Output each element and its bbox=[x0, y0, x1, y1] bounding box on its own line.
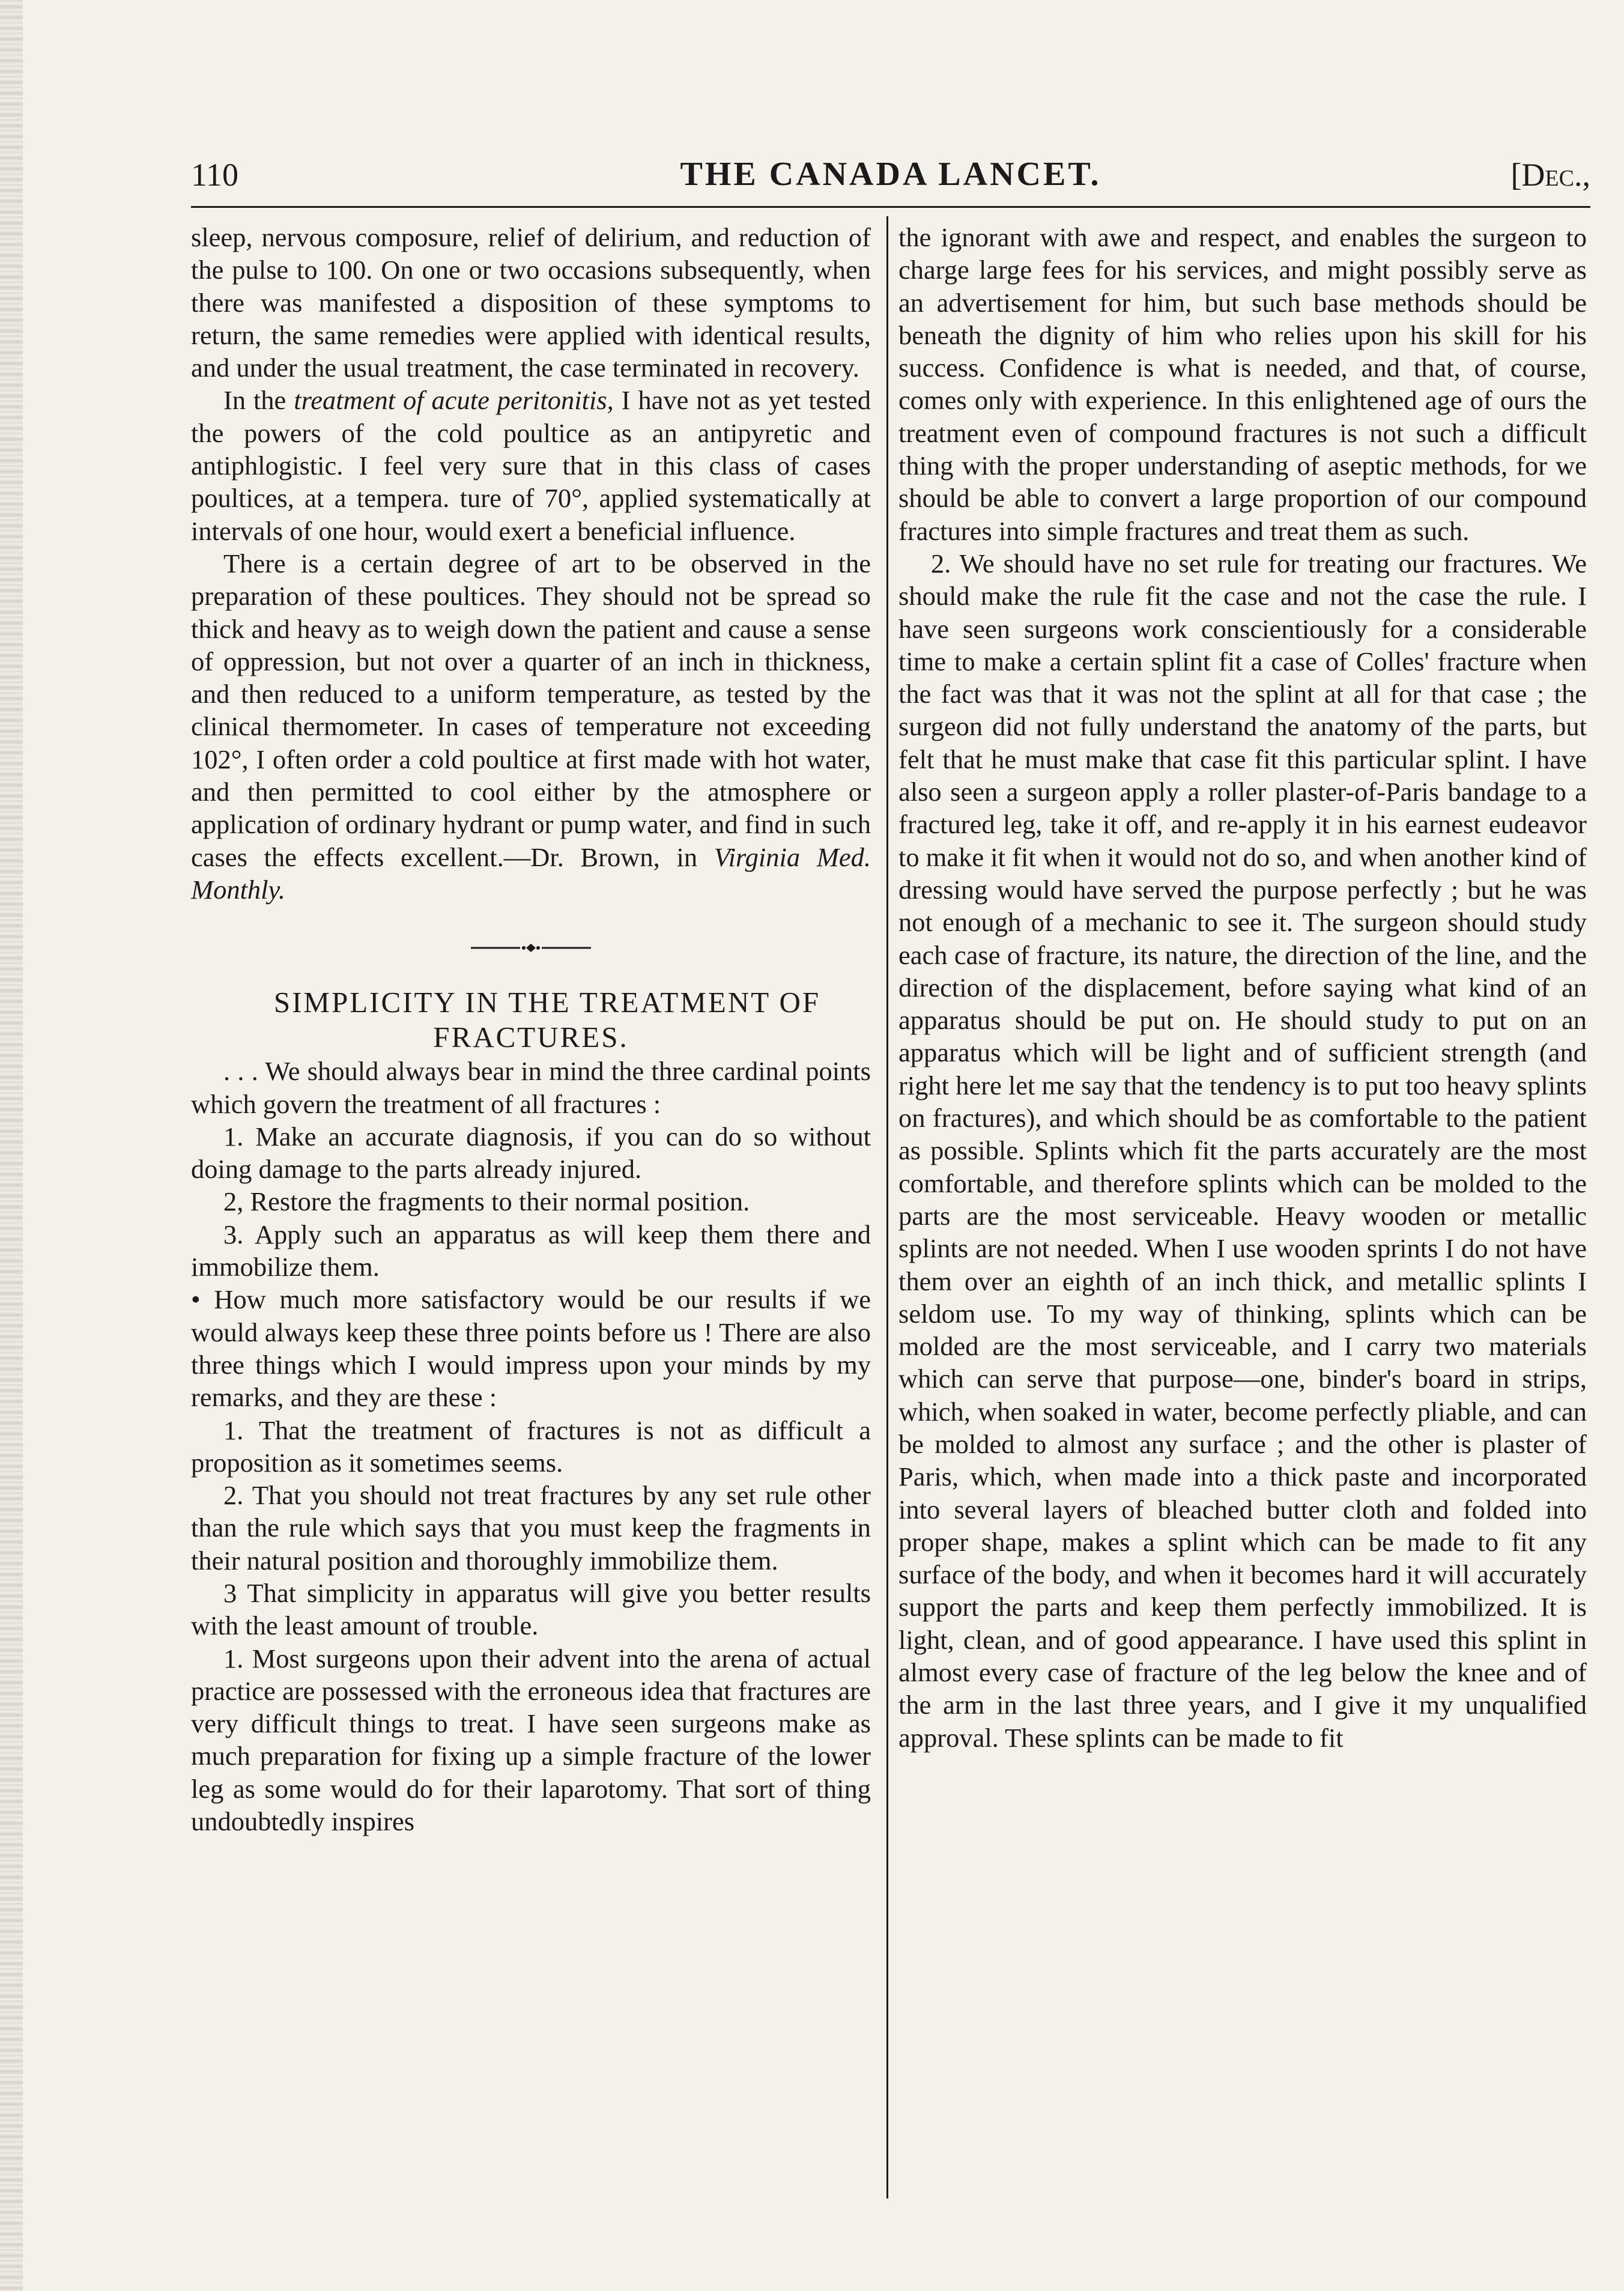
page-number: 110 bbox=[191, 157, 238, 193]
italic-phrase: treatment of acute peritonitis, bbox=[294, 385, 614, 416]
paragraph: In the treatment of acute peritonitis, I have not as yet tested the powers of the cold poultice as an antipyretic and antiphlogistic. I feel very sure that in this class of cases poultices, at a tempera. ture of 70°, applied systematically at intervals of one hour, would exert a beneficial influence. bbox=[191, 385, 871, 546]
page-binding-edge bbox=[0, 0, 23, 2291]
left-column bbox=[191, 221, 871, 1837]
section-ornament bbox=[191, 930, 871, 966]
paragraph: the ignorant with awe and respect, and enables the surgeon to charge large fees for his services, and might possibly serve as an advertisement for him, but such base methods should be beneath the dignity of him who relies upon his skill for his success. Confidence is what is needed, and that, of course, comes only with experience. In this enlightened age of ours the treatment even of compound fractures is not such a difficult thing with the proper understanding of aseptic methods, for we should be able to convert a large proportion of our compound fractures into simple fractures and treat them as such. bbox=[898, 222, 1587, 546]
paragraph: 1. Most surgeons upon their advent into the arena of actual practice are possessed with the erroneous idea that fractures are very difficult things to treat. I have seen surgeons make as much preparation for fixing up a simple fracture of the lower leg as some would do for their laparotomy. That sort of thing undoubtedly inspires bbox=[191, 1643, 871, 1837]
right-column bbox=[898, 221, 1587, 1754]
journal-citation: Virginia Med. Monthly. bbox=[191, 842, 871, 905]
ornament-rule-icon bbox=[471, 942, 591, 954]
list-item: 3. Apply such an apparatus as will keep them there and immobilize them. bbox=[191, 1219, 871, 1282]
list-item: 2, Restore the fragments to their normal position. bbox=[223, 1186, 750, 1217]
list-item: 2. That you should not treat fractures by any set rule other than the rule which says that you must keep the fragments in their natural position and thoroughly immobilize them. bbox=[191, 1480, 871, 1576]
issue-date-label: [Dec., bbox=[1510, 157, 1590, 193]
list-item: 3 That simplicity in apparatus will give you better results with the least amount of trouble. bbox=[191, 1577, 871, 1641]
paragraph: • How much more satisfactory would be our results if we would always keep these three points before us ! There are also three things which I would impress upon your minds by my remarks, and they are these : bbox=[191, 1284, 871, 1413]
running-header bbox=[191, 151, 1590, 205]
paragraph: sleep, nervous composure, relief of delirium, and reduction of the pulse to 100. On one or two occasions subsequently, when there was manifested a disposition of these symptoms to return, the same remedies were applied with identical results, and under the usual treatment, the case terminated in recovery. bbox=[191, 222, 871, 383]
journal-title: THE CANADA LANCET. bbox=[680, 156, 1101, 193]
column-divider bbox=[886, 216, 888, 2198]
list-item: 1. Make an accurate diagnosis, if you can do so without doing damage to the parts already injured. bbox=[191, 1121, 871, 1185]
paragraph: 2. We should have no set rule for treating our fractures. We should make the rule fit the case and not the case the rule. I have seen surgeons work conscientiously for a considerable time to make a certain splint fit a case of Colles' fracture when the fact was that it was not the splint at all for that case ; the surgeon did not fully understand the anatomy of the parts, but felt that he must make that case fit this particular splint. I have also seen a surgeon apply a roller plaster-of-Paris bandage to a fractured leg, take it off, and re-apply it in his earnest eudeavor to make it fit when it would not do so, and when another kind of dressing would have served the purpose perfectly ; but he was not enough of a mechanic to see it. The surgeon should study each case of fracture, its nature, the direction of the line, and the direction of the displacement, before saying what kind of an apparatus should be put on. He should study to put on an apparatus which will be light and of sufficient strength (and right here let me say that the tendency is to put too heavy splints on fractures), and which should be as comfortable to the patient as possible. Splints which fit the parts accurately are the most comfortable, and therefore splints which can be molded to the parts are the most serviceable. Heavy wooden or metallic splints are not needed. When I use wooden sprints I do not have them over an eighth of an inch thick, and metallic splints I seldom use. To my way of thinking, splints which can be molded are the most serviceable, and I carry two materials which can serve that purpose—one, binder's board in strips, which, when soaked in water, become perfectly pliable, and can be molded to almost any surface ; and the other is plaster of Paris, which, when made into a thick paste and incorporated into several layers of bleached butter cloth and folded into proper shape, makes a splint which can be made to fit any surface of the body, and when it becomes hard it will accurately support the parts and keep them perfectly immobilized. It is light, clean, and of good appearance. I have used this splint in almost every case of fracture of the leg below the knee and of the arm in the last three years, and I give it my unqualified approval. These splints can be made to fit bbox=[898, 548, 1587, 1753]
header-rule bbox=[191, 206, 1590, 208]
paragraph: There is a certain degree of art to be observed in the preparation of these poultices. They should not be spread so thick and heavy as to weigh down the patient and cause a sense of oppression, but not over a quarter of an inch in thickness, and then reduced to a uniform temperature, as tested by the clinical thermometer. In cases of temperature not exceeding 102°, I often order a cold poultice at first made with hot water, and then permitted to cool either by the atmosphere or application of ordinary hydrant or pump water, and find in such cases the effects excellent.—Dr. Brown, in Virginia Med. Monthly. bbox=[191, 548, 871, 905]
paragraph: . . . We should always bear in mind the three cardinal points which govern the treatment of all fractures : bbox=[191, 1056, 871, 1119]
article-title: SIMPLICITY IN THE TREATMENT OF FRACTURES. bbox=[273, 986, 821, 1054]
list-item: 1. That the treatment of fractures is not as difficult a proposition as it sometimes seems. bbox=[191, 1415, 871, 1478]
